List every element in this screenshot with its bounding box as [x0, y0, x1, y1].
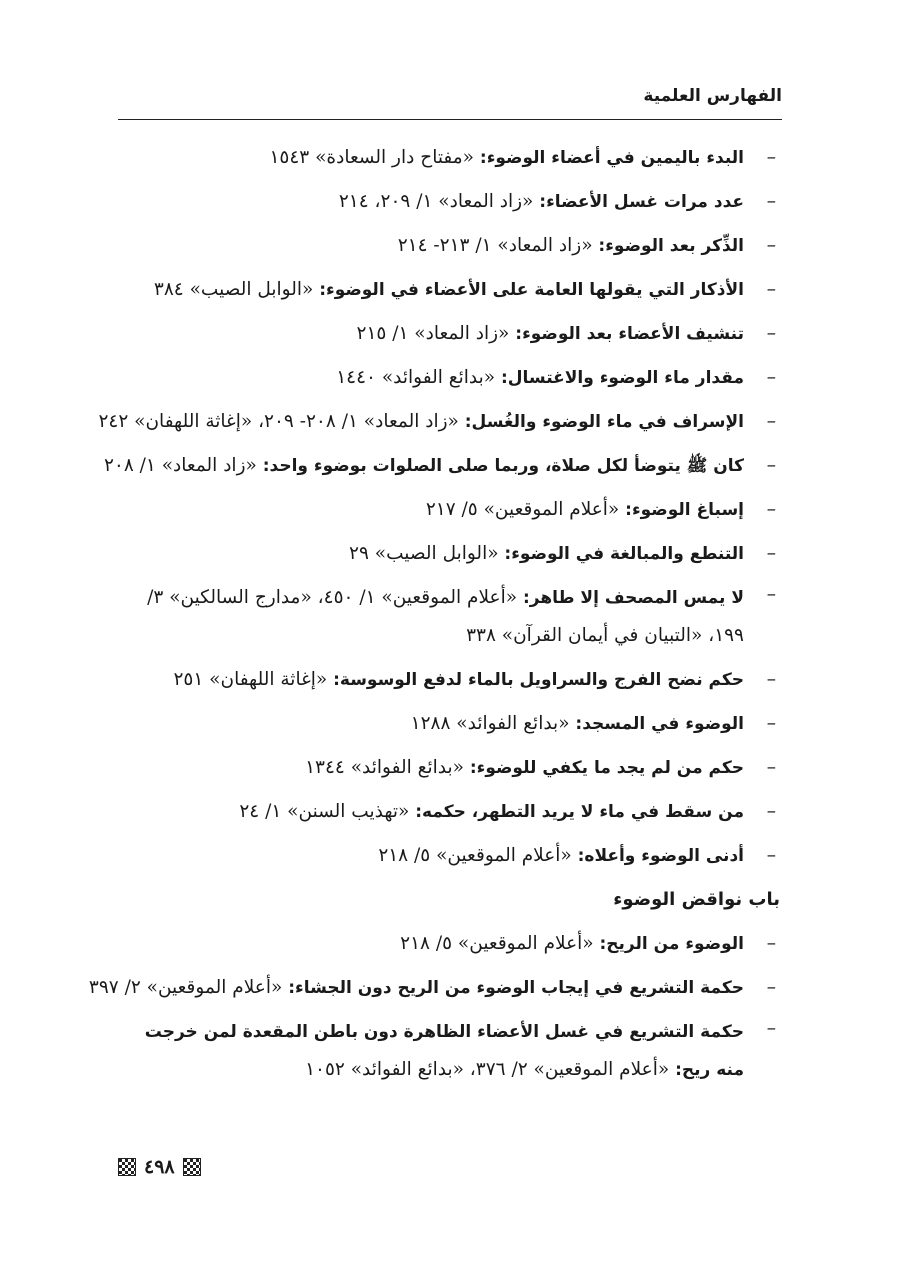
entry-dash: – — [766, 845, 776, 866]
entry-dash: – — [766, 933, 776, 954]
entry-title: البدء باليمين في أعضاء الوضوء: — [479, 148, 744, 168]
entry-title: أدنى الوضوء وأعلاه: — [577, 846, 744, 866]
index-entry — [118, 356, 782, 400]
entry-source: «أعلام الموقعين» ١/ ٤٥٠، «مدارج السالكين» ٣/ ١٩٩، «التبيان في أيمان القرآن» ٣٣٨ — [147, 587, 744, 646]
entry-source: «أعلام الموقعين» ٢/ ٣٧٦، «بدائع الفوائد» ١٠٥٢ — [305, 1059, 670, 1080]
index-entry — [88, 966, 782, 1010]
entry-source: «بدائع الفوائد» ١٣٤٤ — [305, 757, 464, 778]
entry-title: الذِّكر بعد الوضوء: — [598, 236, 744, 256]
entry-source: «مفتاح دار السعادة» ١٥٤٣ — [269, 147, 474, 168]
entry-source: «إغاثة اللهفان» ٢٥١ — [173, 669, 328, 690]
index-entry — [98, 400, 782, 444]
section-heading: باب نواقض الوضوء — [613, 889, 780, 910]
index-entry — [118, 1010, 782, 1092]
entry-source: «بدائع الفوائد» ١٢٨٨ — [410, 713, 570, 734]
running-head: الفهارس العلمية — [643, 86, 782, 106]
entry-dash: – — [766, 367, 776, 388]
entry-title: إسباغ الوضوء: — [625, 500, 744, 520]
entry-dash: – — [766, 279, 776, 300]
entry-title: حكم من لم يجد ما يكفي للوضوء: — [469, 758, 744, 778]
ornament-icon — [183, 1158, 201, 1176]
entry-dash: – — [766, 235, 776, 256]
entry-source: «الوابل الصيب» ٢٩ — [349, 543, 499, 564]
index-entry — [118, 658, 782, 702]
entry-title: تنشيف الأعضاء بعد الوضوء: — [515, 324, 744, 344]
entry-title: حكمة التشريع في غسل الأعضاء الظاهرة دون باطن المقعدة لمن خرجت منه ريح: — [144, 1022, 744, 1080]
entry-source: «بدائع الفوائد» ١٤٤٠ — [336, 367, 496, 388]
entry-dash: – — [766, 455, 776, 476]
index-entry — [118, 224, 782, 268]
entry-title: التنطع والمبالغة في الوضوء: — [504, 544, 744, 564]
entry-title: الوضوء في المسجد: — [575, 714, 744, 734]
entry-dash: – — [766, 713, 776, 734]
page-number: ٤٩٨ — [144, 1156, 175, 1178]
entry-dash: – — [766, 1018, 776, 1039]
page-footer — [118, 1156, 201, 1178]
entry-dash: – — [766, 584, 776, 605]
entry-title: حكمة التشريع في إيجاب الوضوء من الريح دون الجشاء: — [288, 978, 744, 998]
index-entry — [118, 268, 782, 312]
entry-source: «زاد المعاد» ١/ ٢١٣- ٢١٤ — [397, 235, 593, 256]
index-entry — [118, 136, 782, 180]
entry-title: الوضوء من الريح: — [599, 934, 744, 954]
index-entry — [118, 312, 782, 356]
index-entry — [118, 834, 782, 878]
entry-dash: – — [766, 757, 776, 778]
entry-dash: – — [766, 499, 776, 520]
index-entry-list — [88, 136, 782, 1092]
entry-source: «زاد المعاد» ١/ ٢١٥ — [356, 323, 510, 344]
index-entry — [103, 444, 782, 488]
entry-title: حكم نضح الفرج والسراويل بالماء لدفع الوسوسة: — [333, 670, 744, 690]
entry-source: «زاد المعاد» ١/ ٢٠٨- ٢٠٩، «إغاثة اللهفان» ٢٤٢ — [98, 411, 459, 432]
entry-dash: – — [766, 191, 776, 212]
entry-title: من سقط في ماء لا يريد التطهر، حكمه: — [415, 802, 744, 822]
entry-dash: – — [766, 323, 776, 344]
entry-dash: – — [766, 147, 776, 168]
entry-dash: – — [766, 801, 776, 822]
entry-dash: – — [766, 977, 776, 998]
entry-source: «أعلام الموقعين» ٥/ ٢١٨ — [400, 933, 594, 954]
ornament-icon — [118, 1158, 136, 1176]
entry-title: الأذكار التي يقولها العامة على الأعضاء في الوضوء: — [319, 280, 744, 300]
entry-source: «تهذيب السنن» ١/ ٢٤ — [239, 801, 410, 822]
entry-source: «زاد المعاد» ١/ ٢٠٨ — [103, 455, 257, 476]
index-entry — [118, 576, 782, 658]
index-entry — [118, 702, 782, 746]
entry-dash: – — [766, 543, 776, 564]
index-entry — [118, 790, 782, 834]
header-rule — [118, 119, 782, 120]
entry-dash: – — [766, 669, 776, 690]
entry-dash: – — [766, 411, 776, 432]
entry-source: «أعلام الموقعين» ٢/ ٣٩٧ — [88, 977, 283, 998]
entry-title: عدد مرات غسل الأعضاء: — [539, 192, 744, 212]
index-entry — [118, 922, 782, 966]
entry-source: «أعلام الموقعين» ٥/ ٢١٨ — [378, 845, 572, 866]
entry-title: كان ﷺ يتوضأ لكل صلاة، وربما صلى الصلوات بوضوء واحد: — [262, 456, 744, 476]
entry-source: «زاد المعاد» ١/ ٢٠٩، ٢١٤ — [338, 191, 534, 212]
entry-title: لا يمس المصحف إلا طاهر: — [522, 588, 744, 608]
entry-source: «الوابل الصيب» ٣٨٤ — [153, 279, 314, 300]
entry-title: الإسراف في ماء الوضوء والغُسل: — [464, 412, 744, 432]
entry-title: مقدار ماء الوضوء والاغتسال: — [500, 368, 744, 388]
index-entry — [118, 532, 782, 576]
index-entry — [118, 746, 782, 790]
entry-source: «أعلام الموقعين» ٥/ ٢١٧ — [425, 499, 620, 520]
index-entry — [118, 180, 782, 224]
index-entry — [118, 488, 782, 532]
